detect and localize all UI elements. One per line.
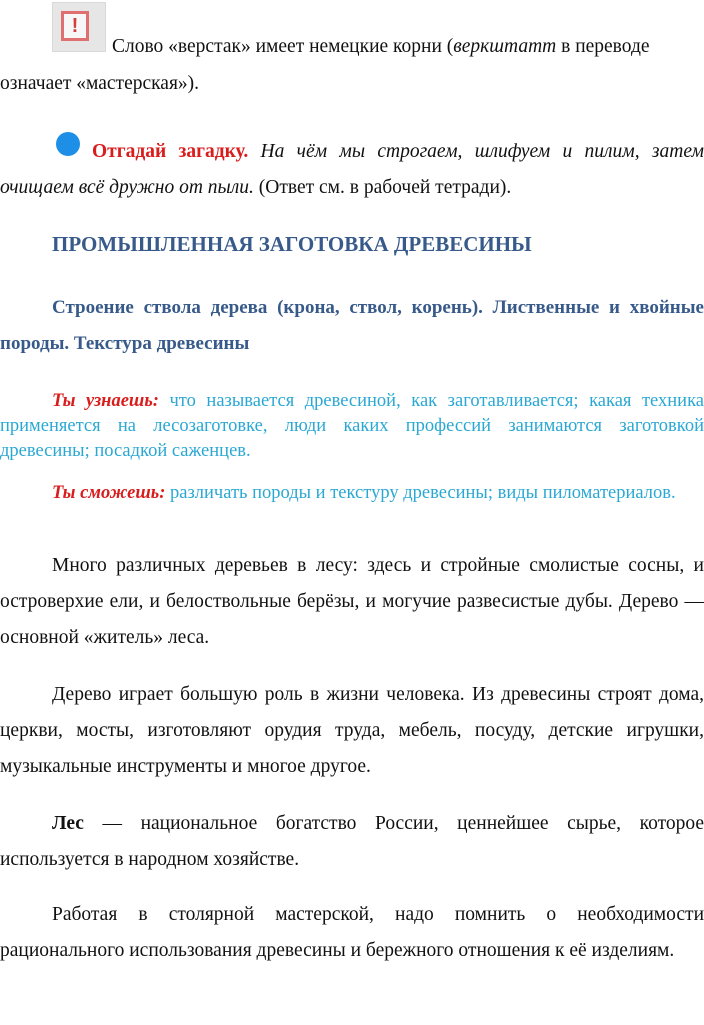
intro-text-start: Слово «верстак» имеет немецкие корни ( <box>112 36 454 57</box>
exclamation-mark-icon: ! <box>61 11 89 41</box>
learn-text: что называется древесиной, как заготавливается; какая техника применяется на лесозаготовке, люди каких профессий занимаются заготовкой древесины; посадкой саженцев. <box>0 391 704 461</box>
learn-paragraph <box>0 389 704 464</box>
can-paragraph <box>0 481 704 506</box>
section-subheading: Строение ствола дерева (крона, ствол, корень). Лиственные и хвойные породы. Текстура древесины <box>0 297 704 354</box>
riddle-question: На чём мы строгаем, шлифуем и пилим, затем очищаем всё дружно от пыли. <box>0 141 704 198</box>
intro-text-end: в переводе <box>556 36 650 57</box>
section-heading: ПРОМЫШЛЕННАЯ ЗАГОТОВКА ДРЕВЕСИНЫ <box>52 232 532 256</box>
can-text: различать породы и текстуру древесины; виды пиломатериалов. <box>165 483 676 503</box>
paragraph-forest-trees: Много различных деревьев в лесу: здесь и стройные смолистые сосны, и островерхие ели, и белоствольные берёзы, и могучие развесистые дубы. Дерево — основной «житель» леса. <box>0 555 704 648</box>
intro-line-1 <box>112 29 650 65</box>
learn-lead: Ты узнаешь: <box>52 391 159 411</box>
riddle-paragraph <box>0 134 704 206</box>
forest-definition: — национальное богатство России, ценнейшее сырье, которое используется в народном хозяйстве. <box>0 813 704 870</box>
intro-italic-word: веркштатт <box>453 36 557 57</box>
paragraph-workshop: Работая в столярной мастерской, надо помнить о необходимости рационального использования древесины и бережного отношения к её изделиям. <box>0 904 704 961</box>
paragraph-forest-wealth <box>0 806 704 878</box>
intro-line-2: означает «мастерская»). <box>0 73 200 94</box>
forest-term: Лес <box>52 813 84 834</box>
riddle-note: (Ответ см. в рабочей тетради). <box>253 177 512 198</box>
exclamation-warning-icon <box>52 2 106 52</box>
riddle-title: Отгадай загадку. <box>92 141 249 162</box>
can-lead: Ты сможешь: <box>52 483 166 503</box>
paragraph-wood-role: Дерево играет большую роль в жизни человека. Из древесины строят дома, церкви, мосты, изготовляют орудия труда, мебель, посуду, детские игрушки, музыкальные инструменты и многое другое. <box>0 684 704 777</box>
